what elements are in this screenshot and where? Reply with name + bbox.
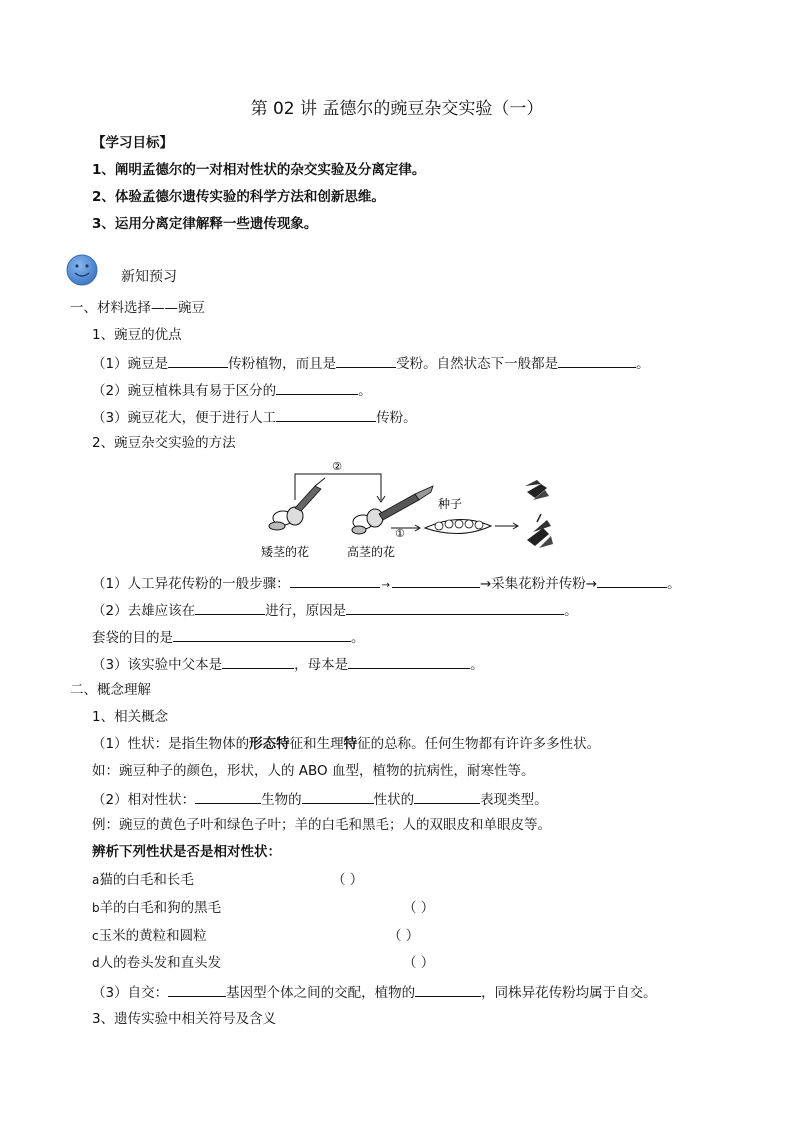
procedure-2: （2）去雄应该在 进行，原因是 。 [92,600,578,620]
blank[interactable] [392,573,480,588]
short-stem-label: 矮茎的花 [261,545,310,559]
short-stem-flower-icon [269,478,325,530]
tall-stem-label: 高茎的花 [347,545,396,559]
section1-sub2: 2、豌豆杂交实验的方法 [92,435,236,451]
blank[interactable] [302,789,374,804]
blank[interactable] [597,573,667,588]
preview-label: 新知预习 [121,269,177,285]
self-cross-definition: （3）自交： 基因型个体之间的交配，植物的 ，同株异花传粉均属于自交。 [92,982,657,1002]
judge-item-d: d人的卷头发和直头发 [92,955,222,971]
blank[interactable] [558,353,636,368]
procedure-3: （3）该实验中父本是 ，母本是 。 [92,654,484,674]
section1-heading: 一、材料选择——豌豆 [70,300,205,316]
hybridization-figure [255,456,565,566]
seed-label: 种子 [438,497,463,511]
blank[interactable] [336,353,396,368]
section2-heading: 二、概念理解 [70,682,151,698]
tall-stem-flower-icon [352,486,433,534]
trait-example: 如：豌豆种子的颜色，形状，人的 ABO 血型，植物的抗病性，耐寒性等。 [92,763,535,779]
blank[interactable] [414,789,480,804]
page-title: 第 02 讲 孟德尔的豌豆杂交实验（一） [250,99,544,119]
objective-item-1: 1、阐明孟德尔的一对相对性状的杂交实验及分离定律。 [92,162,426,178]
blank[interactable] [290,573,380,588]
question-2: （2）豌豆植株具有易于区分的 。 [92,380,372,400]
question-3: （3）豌豆花大，便于进行人工 传粉。 [92,407,417,427]
blank[interactable] [168,353,228,368]
relative-trait-example: 例：豌豆的黄色子叶和绿色子叶；羊的白毛和黑毛；人的双眼皮和单眼皮等。 [92,817,551,833]
plant-icon [527,514,553,548]
section1-sub1: 1、豌豆的优点 [92,327,182,343]
blank[interactable] [168,982,226,997]
section2-sub1: 1、相关概念 [92,709,169,725]
objective-item-3: 3、运用分离定律解释一些遗传现象。 [92,216,318,232]
answer-parens[interactable]: （ ） [388,928,420,944]
blank[interactable] [276,407,376,422]
blank[interactable] [195,789,261,804]
blank[interactable] [195,600,265,615]
answer-parens[interactable]: （ ） [332,872,364,888]
step2-label: ② [332,460,342,473]
blank[interactable] [415,982,481,997]
plant-icon [525,480,549,500]
blank[interactable] [346,600,564,615]
question-1: （1）豌豆是 传粉植物，而且是 受粉。自然状态下一般都是 。 [92,353,650,373]
judge-item-c: c玉米的黄粒和圆粒 [92,928,207,944]
blank[interactable] [276,380,358,395]
blank[interactable] [348,654,470,669]
section2-sub3: 3、遗传实验中相关符号及含义 [92,1011,277,1027]
objectives-header: 【学习目标】 [92,135,173,151]
judge-item-b: b羊的白毛和狗的黑毛 [92,900,222,916]
relative-trait-definition: （2）相对性状： 生物的 性状的 表现类型。 [92,789,548,809]
blank[interactable] [222,654,294,669]
procedure-1: （1）人工异花传粉的一般步骤： → →采集花粉并传粉→ 。 [92,573,681,595]
arrow-icon: → [381,580,390,591]
answer-parens[interactable]: （ ） [403,900,435,916]
pea-pod-icon [425,519,491,533]
judge-heading: 辨析下列性状是否是相对性状： [92,844,281,860]
answer-parens[interactable]: （ ） [403,955,435,971]
objective-item-2: 2、体验孟德尔遗传实验的科学方法和创新思维。 [92,189,385,205]
smiley-icon [66,254,98,286]
step1-label: ① [395,527,405,540]
blank[interactable] [173,627,351,642]
judge-item-a: a猫的白毛和长毛 [92,872,194,888]
trait-definition: （1）性状：是指生物体的形态特征和生理特征的总称。任何生物都有许许多多性状。 [92,736,601,752]
bagging-purpose: 套袋的目的是 。 [92,627,365,647]
